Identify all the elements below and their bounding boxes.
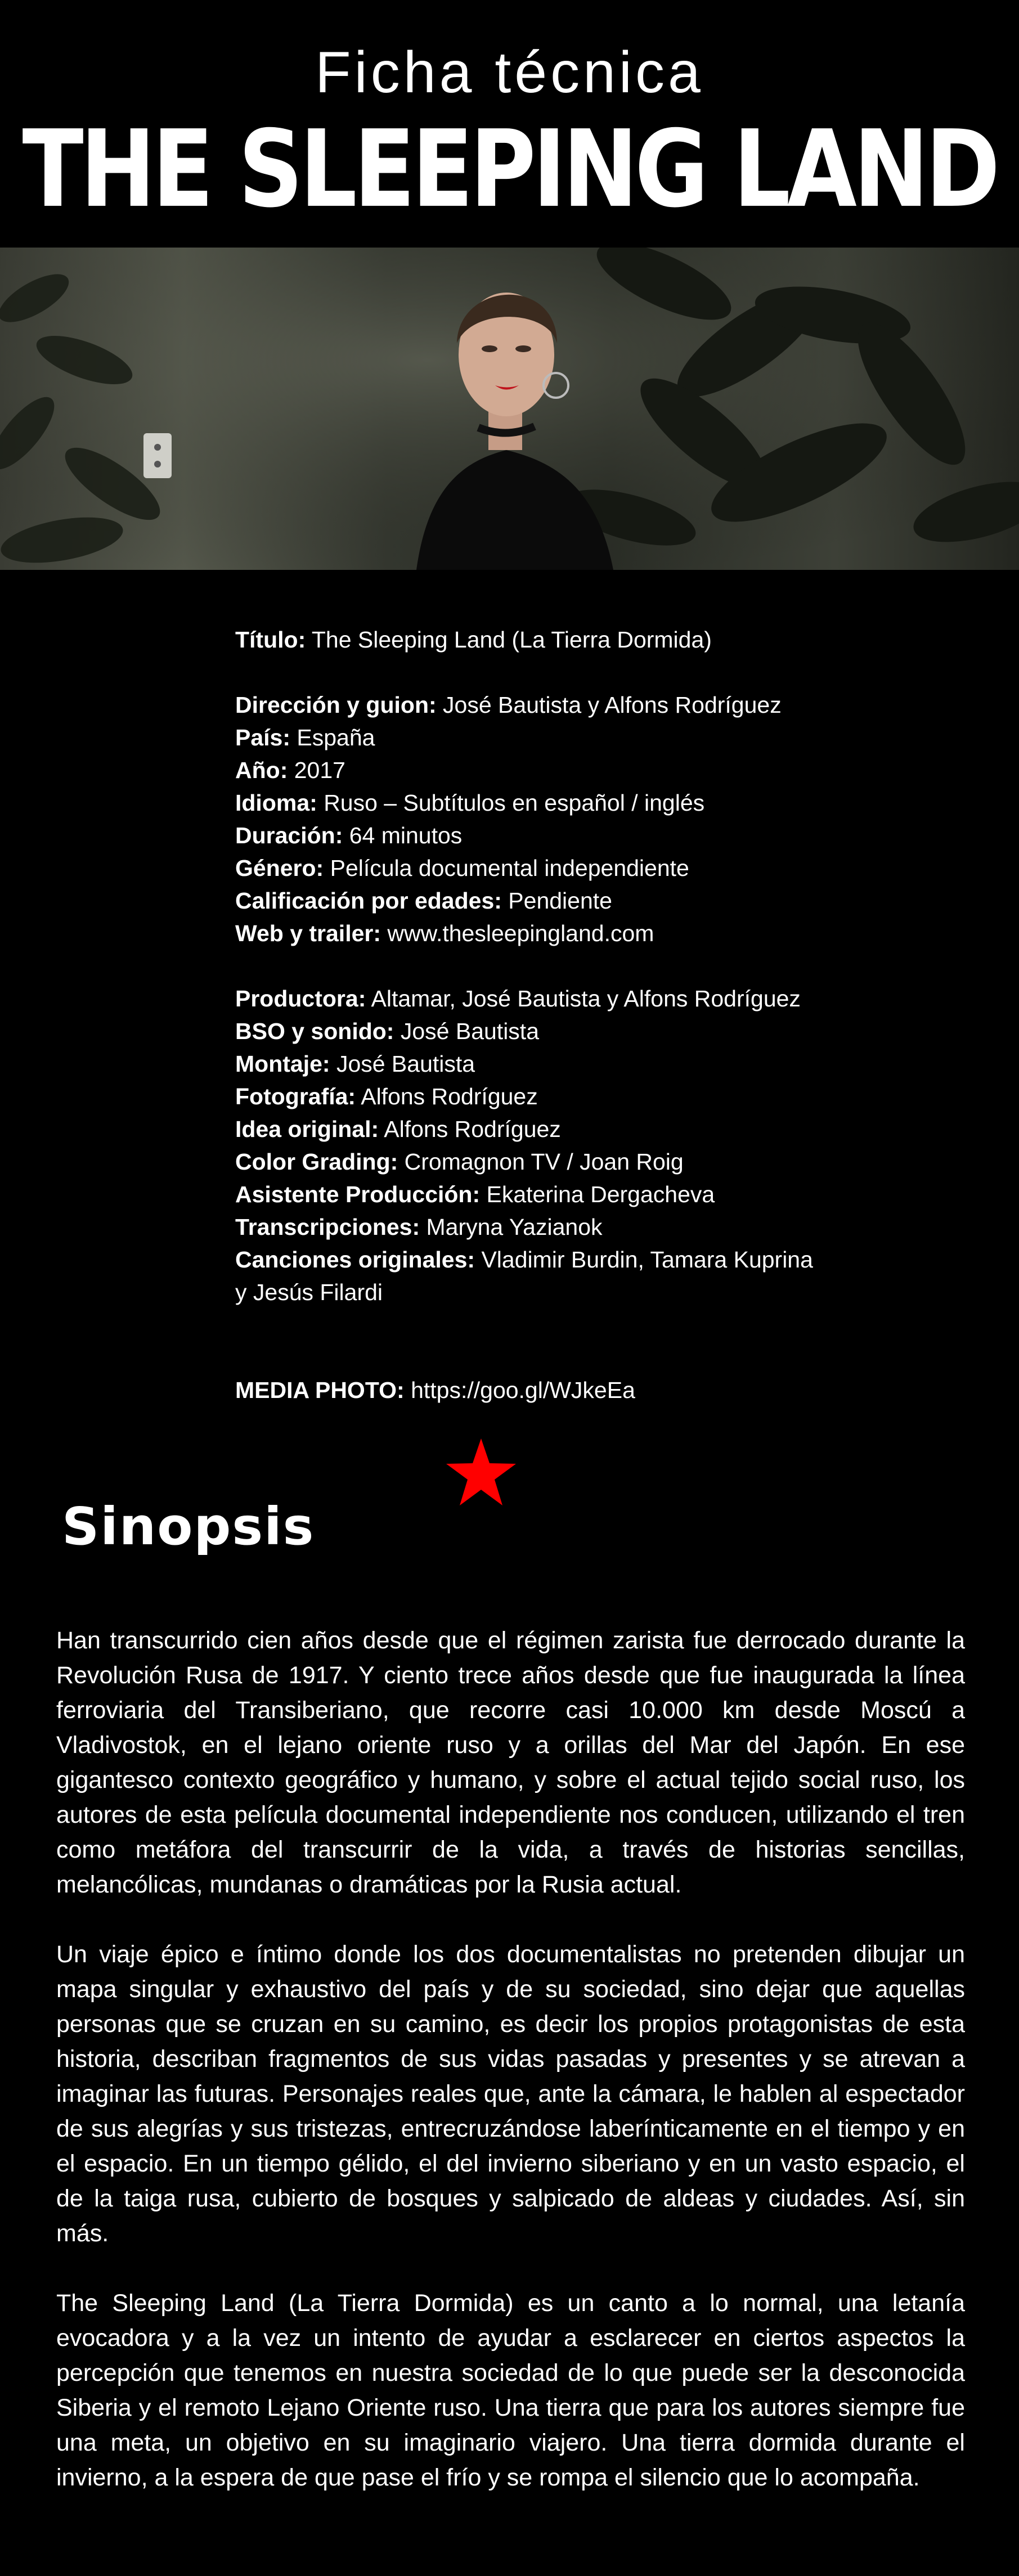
media-photo-link[interactable]: https://goo.gl/WJkeEa [404,1377,635,1403]
credit-value: Cromagnon TV / Joan Roig [398,1149,684,1175]
credit-line [235,884,854,917]
credit-value: 64 minutos [343,822,463,848]
credit-value: Vladimir Burdin, Tamara Kuprina [475,1247,813,1273]
credit-line [235,1015,854,1048]
credit-line [235,1178,854,1211]
credit-label: Año: [235,757,288,783]
page-title: THE SLEEPING LAND [22,107,997,231]
credit-value: José Bautista y Alfons Rodríguez [436,692,782,718]
technical-sheet [235,623,854,1406]
credit-label: Transcripciones: [235,1214,420,1240]
credit-value: Alfons Rodríguez [356,1084,538,1109]
credit-label: Asistente Producción: [235,1181,481,1207]
credit-label: Idioma: [235,790,317,816]
credit-value: Ekaterina Dergacheva [480,1181,715,1207]
credit-value: 2017 [288,757,345,783]
synopsis-body [56,1623,965,2530]
credit-line [235,852,854,884]
credit-value: Película documental independiente [324,855,689,881]
credit-line [235,982,854,1015]
credit-label: Fotografía: [235,1084,356,1109]
credit-line [235,1211,854,1243]
credit-value: www.thesleepingland.com [381,920,654,946]
credit-label: Web y trailer: [235,920,381,946]
credit-line [235,1145,854,1178]
credit-label: Canciones originales: [235,1247,475,1273]
synopsis-heading: Sinopsis [62,1496,315,1557]
credit-line [235,754,854,786]
credit-label: Calificación por edades: [235,888,502,914]
credit-value: Alfons Rodríguez [379,1116,561,1142]
credit-label: Color Grading: [235,1149,398,1175]
credit-line [235,721,854,754]
hero-photo [0,248,1019,570]
credit-label: Dirección y guion: [235,692,437,718]
credit-label: Montaje: [235,1051,330,1077]
credit-label: Productora: [235,986,366,1011]
header [0,0,1019,248]
credit-label: Título: [235,627,306,653]
credit-continuation: y Jesús Filardi [235,1279,383,1305]
credit-value: José Bautista [330,1051,475,1077]
credit-line [235,1048,854,1080]
credit-label: Género: [235,855,324,881]
media-photo-line [235,1374,854,1406]
credit-line [235,786,854,819]
synopsis-paragraph: Han transcurrido cien años desde que el régimen zarista fue derrocado durante la Revolución Rusa de 1917. Y ciento trece años desde que fue inaugurada la línea ferroviaria del Transiberiano, que recorre casi 10.000 km desde Moscú a Vladivostok, en el lejano oriente ruso y a orillas del Mar del Japón. En ese gigantesco contexto geográfico y humano, y sobre el actual tejido social ruso, los autores de esta película documental independiente nos conducen, utilizando el tren como metáfora del transcurrir de la vida, a través de historias sencillas, melancólicas, mundanas o dramáticas por la Rusia actual. [56,1627,965,1898]
credit-line [235,623,854,656]
credit-line [235,1080,854,1113]
credit-line [235,819,854,852]
credit-value: Altamar, José Bautista y Alfons Rodríguez [366,986,801,1011]
credit-label: País: [235,725,290,750]
credit-value: Ruso – Subtítulos en español / inglés [317,790,705,816]
credit-line [235,1243,854,1276]
credit-label: MEDIA PHOTO: [235,1377,405,1403]
hero-photo-illustration [0,248,1019,570]
star-icon [445,1437,518,1510]
page-subtitle: Ficha técnica [315,40,704,105]
credit-value: España [290,725,375,750]
credit-line [235,917,854,950]
credit-value: Pendiente [501,888,612,914]
synopsis-paragraph: The Sleeping Land (La Tierra Dormida) es un canto a lo normal, una letanía evocadora y a la vez un intento de ayudar a esclarecer en ciertos aspectos la percepción que tenemos en nuestra sociedad de lo que puede ser la desconocida Siberia y el remoto Lejano Oriente ruso. Una tierra que para los autores siempre fue una meta, un objetivo en su imaginario viajero. Una tierra dormida durante el invierno, a la espera de que pase el frío y se rompa el silencio que lo acompaña. [56,2290,965,2491]
credit-line [235,1113,854,1145]
credit-value: Maryna Yazianok [420,1214,603,1240]
credit-label: BSO y sonido: [235,1018,394,1044]
credit-value: José Bautista [394,1018,539,1044]
credit-value: The Sleeping Land (La Tierra Dormida) [306,627,712,653]
credit-label: Duración: [235,822,343,848]
credit-label: Idea original: [235,1116,379,1142]
synopsis-paragraph: Un viaje épico e íntimo donde los dos documentalistas no pretenden dibujar un mapa singular y exhaustivo del país y de su sociedad, sino dejar que aquellas personas que se cruzan en su camino, es decir los propios protagonistas de esta historia, describan fragmentos de sus vidas pasadas y presentes y se atrevan a imaginar las futuras. Personajes reales que, ante la cámara, le hablen al espectador de sus alegrías y sus tristezas, entrecruzándose laberínticamente en el tiempo y en el espacio. En un tiempo gélido, el del invierno siberiano y en un vasto espacio, el de la taiga rusa, cubierto de bosques y salpicado de aldeas y ciudades. Así, sin más. [56,1941,965,2247]
credit-line [235,689,854,721]
